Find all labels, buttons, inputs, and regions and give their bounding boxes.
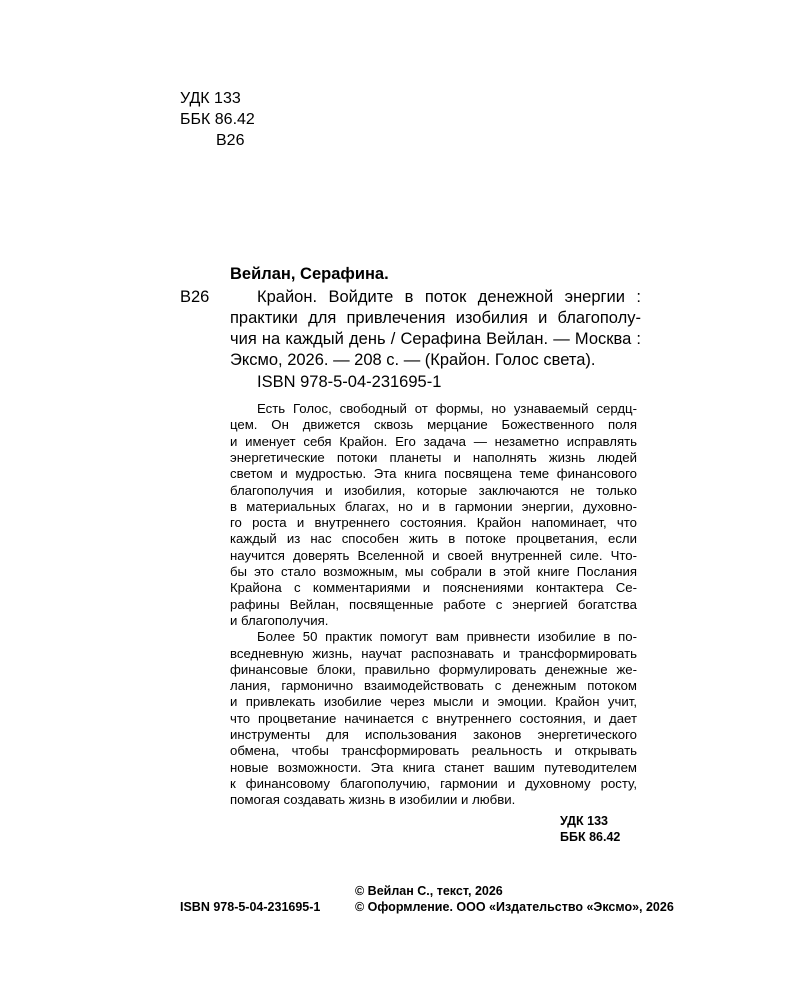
annotation-line: Более 50 практик помогут вам привнести изобилие в по- [257, 629, 637, 645]
footer-udk-code: УДК 133 [560, 814, 609, 828]
description-line: практики для привлечения изобилия и благополу- [230, 309, 641, 327]
annotation-line: что процветание начинается с внутреннего состояния, и дает [230, 710, 637, 726]
annotation-line: помогая создавать жизнь в изобилии и любви. [230, 792, 516, 808]
entry-author-mark: В26 [180, 288, 210, 306]
annotation-line: новые возможности. Эта книга станет вашим путеводителем [230, 759, 637, 775]
annotation-line: инструменты для использования законов энергетического [230, 727, 637, 742]
annotation-line: Крайона с комментариями и пояснениями контактера Се- [230, 580, 637, 596]
annotation-line: каждый из нас способен жить в потоке процветания, если [230, 531, 637, 547]
annotation-line: научится доверять Вселенной и своей внутренней силе. Что- [230, 547, 637, 563]
annotation-line: к финансовому благополучию, гармонии и духовному росту, [230, 775, 637, 791]
author-mark: В26 [216, 132, 245, 149]
copyright-text: © Вейлан С., текст, 2026 [355, 884, 503, 898]
annotation-line: го роста и внутреннего состояния. Крайон напоминает, что [230, 515, 637, 531]
entry-isbn: ISBN 978-5-04-231695-1 [257, 373, 442, 391]
author-heading: Вейлан, Серафина. [230, 265, 389, 283]
annotation-line: Есть Голос, свободный от формы, но узнаваемый сердц- [257, 401, 637, 416]
annotation-line: бы это стало возможным, мы собрали в этой книге Послания [230, 564, 637, 579]
description-line: чия на каждый день / Серафина Вейлан. — Москва : [230, 330, 641, 348]
annotation-line: светом и мудростью. Эта книга посвящена теме финансового [230, 466, 637, 482]
description-line: Эксмо, 2026. — 208 с. — (Крайон. Голос света). [230, 351, 596, 369]
annotation-line: лания, гармонично взаимодействовать с денежным потоком [230, 678, 637, 694]
annotation-line: обмена, чтобы трансформировать реальность и открывать [230, 743, 637, 759]
imprint-isbn: ISBN 978-5-04-231695-1 [180, 900, 321, 914]
bbk-code: ББК 86.42 [180, 111, 255, 128]
annotation-line: благополучия и изобилия, которые заключаются не только [230, 482, 637, 498]
copyright-design: © Оформление. ООО «Издательство «Эксмо», 2026 [355, 900, 674, 914]
annotation-line: и благополучия. [230, 612, 329, 628]
annotation-line: энергетические потоки планеты и наполнять жизнь людей [230, 449, 637, 465]
annotation-line: цем. Он движется сквозь мерцание Божественного поля [230, 417, 637, 433]
udk-code: УДК 133 [180, 90, 241, 107]
annotation-line: вседневную жизнь, научат распознавать и трансформировать [230, 645, 637, 661]
footer-bbk-code: ББК 86.42 [560, 830, 621, 844]
description-line: Крайон. Войдите в поток денежной энергии : [257, 288, 641, 306]
annotation-line: финансовые блоки, правильно формулировать денежные же- [230, 661, 637, 677]
annotation-line: рафины Вейлан, посвященные работе с энергией богатства [230, 596, 637, 612]
bibliographic-description [230, 287, 641, 377]
annotation-line: в материальных благах, но и в гармонии энергии, духовно- [230, 498, 637, 514]
annotation-line: и привлекать изобилие через мысли и эмоции. Крайон учит, [230, 694, 637, 710]
annotation-line: и именует себя Крайон. Его задача — незаметно исправлять [230, 433, 637, 449]
